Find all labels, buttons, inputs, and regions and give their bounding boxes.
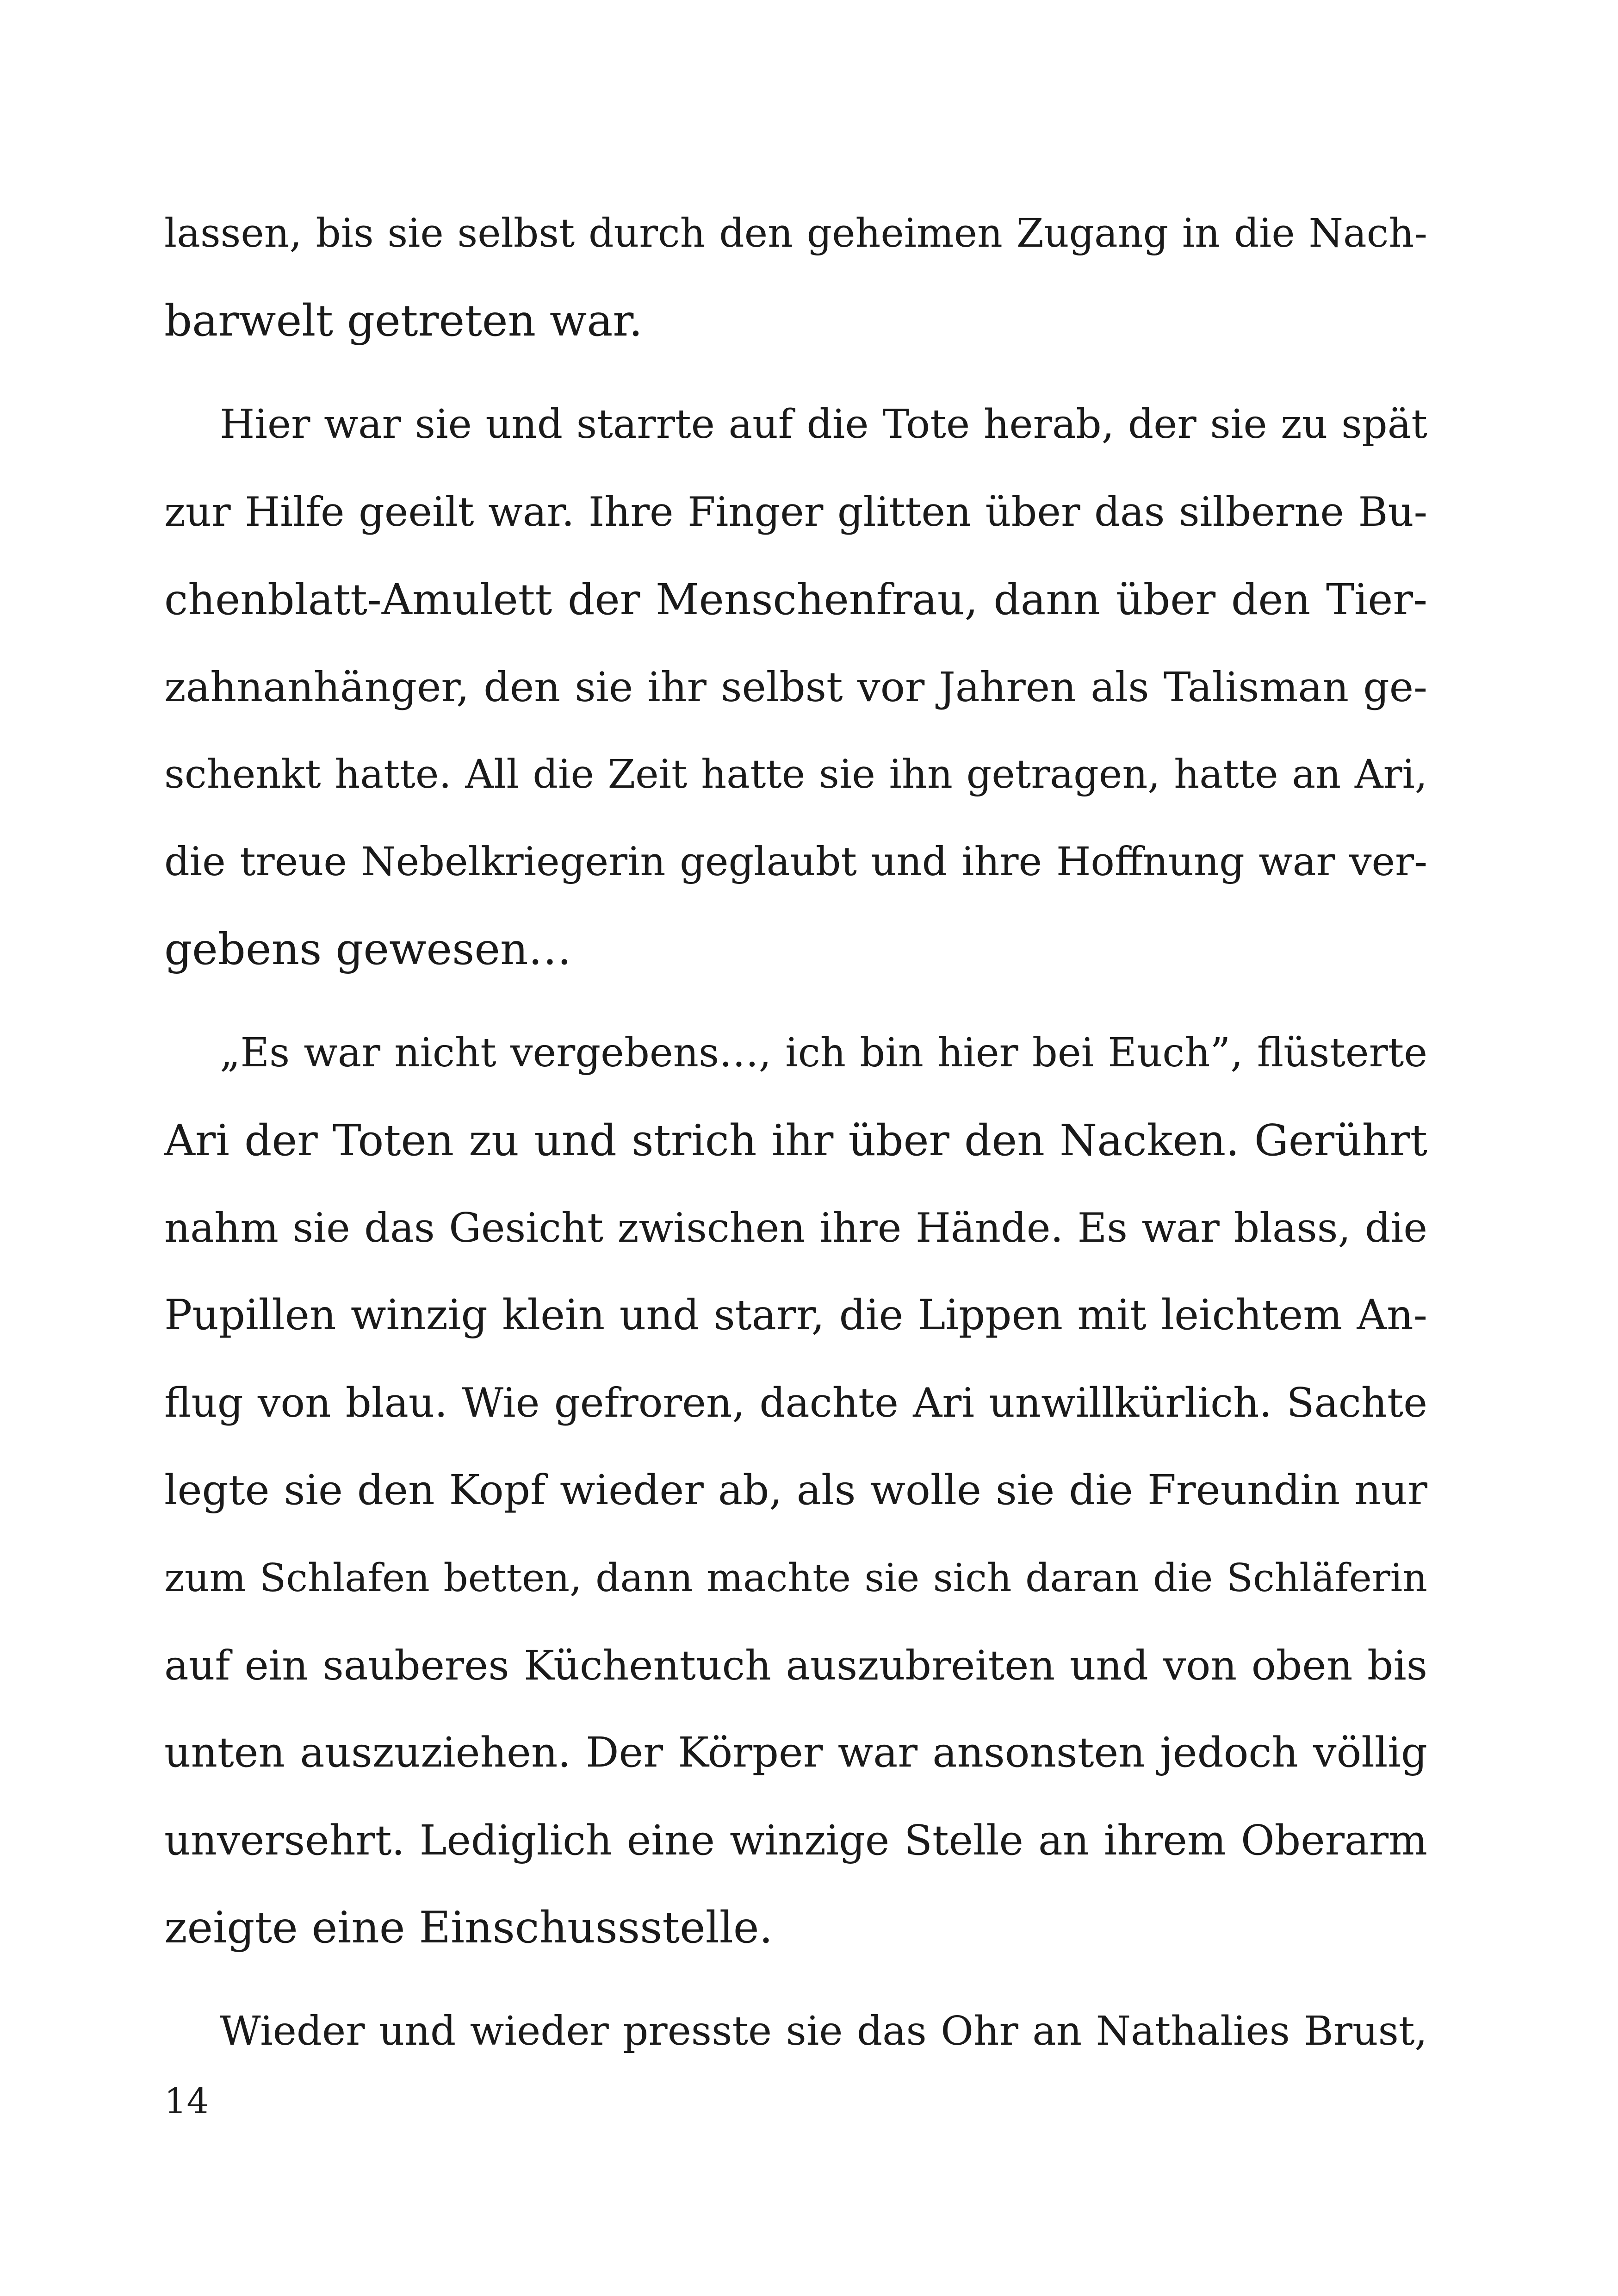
text-line: nahm sie das Gesicht zwischen ihre Hände. Es war blass, die [164,1204,1427,1251]
text-line: zahnanhänger, den sie ihr selbst vor Jahren als Talisman ge- [164,663,1427,711]
text-line: Wieder und wieder presste sie das Ohr an Nathalies Brust, [220,2008,1427,2054]
text-line: legte sie den Kopf wieder ab, als wolle sie die Freundin nur [164,1466,1427,1514]
text-line: chenblatt-Amulett der Menschenfrau, dann über den Tier- [164,575,1427,624]
text-line: auf ein sauberes Küchentuch auszubreiten und von oben bis [164,1642,1427,1689]
text-line: zeigte eine Einschussstelle. [164,1903,773,1953]
text-line: gebens gewesen… [164,924,572,975]
text-line: flug von blau. Wie gefroren, dachte Ari unwillkürlich. Sachte [164,1379,1427,1426]
text-line: zur Hilfe geeilt war. Ihre Finger glitten über das silberne Bu- [164,488,1427,535]
text-line: Hier war sie und starrte auf die Tote herab, der sie zu spät [220,401,1427,448]
text-line: unten auszuziehen. Der Körper war ansonsten jedoch völlig [164,1729,1427,1777]
text-line: „Es war nicht vergebens…, ich bin hier bei Euch”, flüsterte [220,1030,1427,1076]
text-line: Ari der Toten zu und strich ihr über den Nacken. Gerührt [164,1115,1427,1165]
text-line: lassen, bis sie selbst durch den geheimen Zugang in die Nach- [164,211,1427,256]
page-number: 14 [164,2080,209,2122]
text-line: barwelt getreten war. [164,296,643,346]
text-line: Pupillen winzig klein und starr, die Lippen mit leichtem An- [164,1291,1427,1339]
text-line: schenkt hatte. All die Zeit hatte sie ihn getragen, hatte an Ari, [164,752,1427,797]
text-line: die treue Nebelkriegerin geglaubt und ihre Hoffnung war ver- [164,839,1427,885]
text-line: zum Schlafen betten, dann machte sie sich daran die Schläferin [164,1556,1427,1600]
body-text [164,190,1427,2075]
text-line: unversehrt. Lediglich eine winzige Stelle an ihrem Oberarm [164,1817,1427,1864]
